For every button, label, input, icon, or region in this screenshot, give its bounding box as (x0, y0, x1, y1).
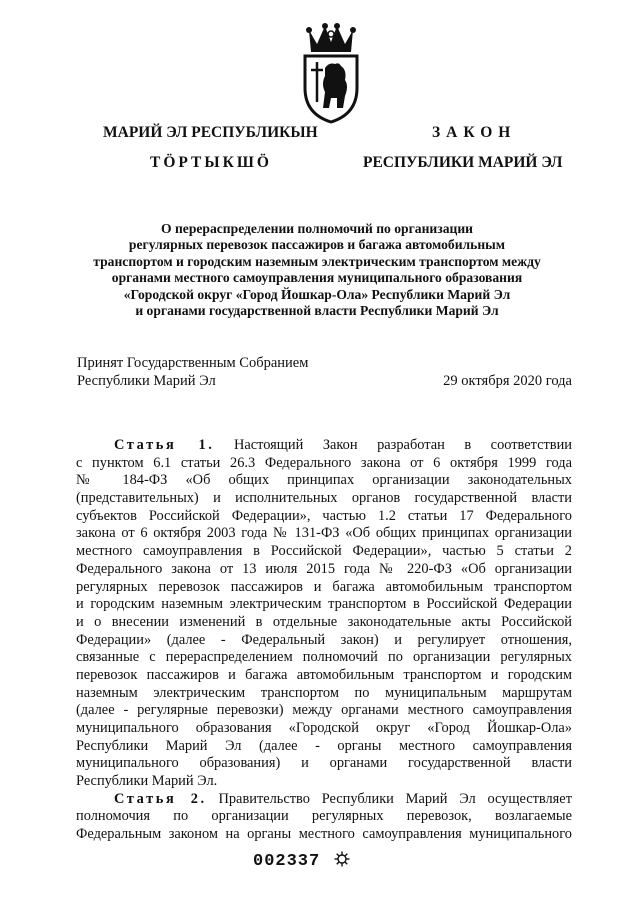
star-seal-icon (334, 851, 350, 867)
title-line: и органами государственной власти Республики Марий Эл (135, 303, 499, 319)
article1-first-text: Настоящий Закон разработан в соответствии (234, 437, 572, 453)
article1-line: муниципального образования) и органами государственной власти (76, 755, 572, 772)
header-right-line1: ЗАКОН (432, 124, 517, 141)
article1-line: субъектов Российской Федерации», частью 1.2 статьи 17 Федерального (76, 507, 572, 524)
title-line: органами местного самоуправления муниципального образования (111, 270, 523, 286)
article2-first-text: Правительство Республики Марий Эл осуществляет (218, 790, 572, 807)
adopted-by-line1: Принят Государственным Собранием (77, 355, 309, 371)
article1-line: и городским наземным электрическим транспортом в Российской Федерации (76, 596, 572, 613)
article1-line: Республики Марий Эл (далее - органы местного самоуправления (76, 737, 572, 754)
adopted-by-line2: Республики Марий Эл (77, 373, 216, 389)
coat-of-arms-icon (295, 22, 367, 124)
article1-line: и о внесении изменений в отдельные законодательные акты Российской (76, 613, 572, 630)
article1-line: связанные с перераспределением полномочий по организации регулярных (76, 649, 572, 666)
title-line: «Городской округ «Город Йошкар-Ола» Республики Марий Эл (123, 286, 511, 302)
article1-line: Республики Марий Эл. (76, 773, 218, 790)
adoption-date: 29 октября 2020 года (443, 373, 572, 389)
article1-first-line (76, 437, 572, 455)
document-serial-number: 002337 (253, 852, 321, 871)
article1-line: местного самоуправления в Российской Федерации», частью 5 статьи 2 (76, 543, 572, 560)
law-title (60, 221, 574, 319)
title-line: регулярных перевозок пассажиров и багажа автомобильным (128, 237, 506, 253)
article1-line: с пунктом 6.1 статьи 26.3 Федерального закона от 6 октября 1999 года (76, 454, 572, 471)
header-left-line2: ТӦРТЫКШӦ (150, 154, 272, 171)
article1-line: перевозок пассажиров и багажа автомобильным транспортом и городским (76, 666, 572, 683)
article1-line: регулярных перевозок пассажиров и багажа автомобильным транспортом (76, 578, 572, 595)
article1-line: № 184-ФЗ «Об общих принципах организации законодательных (76, 472, 572, 489)
article2-first-line (76, 791, 572, 809)
article1-line: наземным электрическим транспортом по муниципальным маршрутам (76, 684, 572, 701)
header-right-line2: РЕСПУБЛИКИ МАРИЙ ЭЛ (363, 154, 563, 171)
title-line: транспортом и городским наземным электрическим транспортом между (93, 253, 541, 269)
article1-line: (представительных) и исполнительных органов государственной власти (76, 490, 572, 507)
law-body (76, 437, 572, 844)
header-left-line1: МАРИЙ ЭЛ РЕСПУБЛИКЫН (103, 124, 318, 141)
article1-line: Федерации» (далее - Федеральный закон) и регулирует отношения, (76, 631, 572, 648)
article2-line: полномочия по организации регулярных перевозок, возлагаемые (76, 808, 572, 825)
article1-label: Статья 1. (114, 437, 215, 453)
article2-line: Федеральным законом на органы местного самоуправления муниципального (76, 826, 572, 843)
article2-label: Статья 2. (114, 790, 207, 807)
article1-line: (далее - регулярные перевозки) между органами местного самоуправления (76, 702, 572, 719)
title-line: О перераспределении полномочий по организации (160, 221, 473, 236)
article1-line: Федерального закона от 13 июля 2015 года № 220-ФЗ «Об организации (76, 560, 572, 577)
article1-line: закона от 6 октября 2003 года № 131-ФЗ «Об общих принципах организации (76, 525, 572, 542)
article1-line: муниципального образования «Городской округ «Город Йошкар-Ола» (76, 720, 572, 736)
